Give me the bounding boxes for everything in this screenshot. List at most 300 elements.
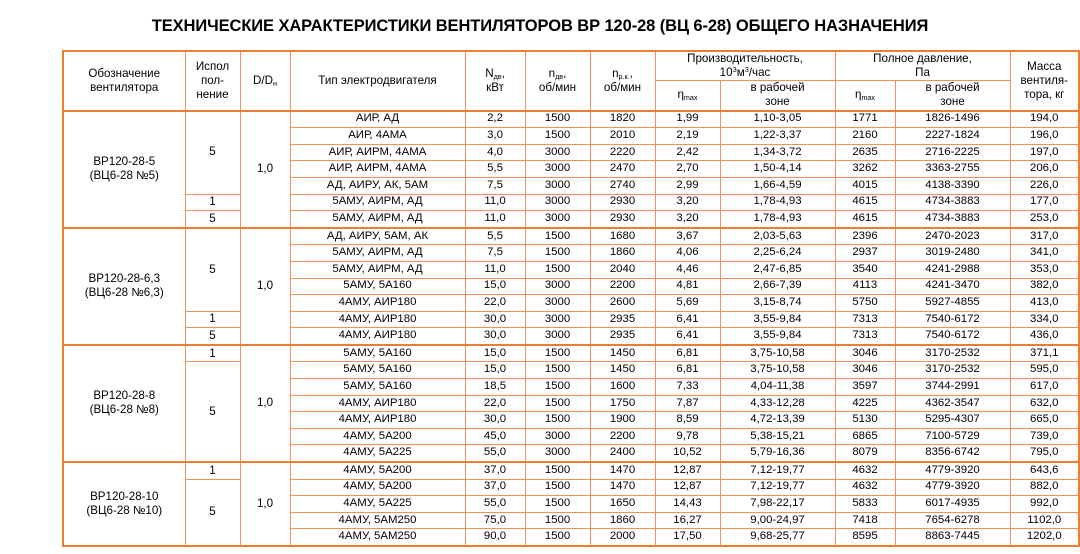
- pressure-work-zone-cell: 8863-7445: [895, 529, 1010, 546]
- motor-speed-cell: 1500: [525, 479, 590, 496]
- header-designation: [63, 51, 185, 111]
- pressure-work-zone-cell: 4241-3470: [895, 278, 1010, 295]
- header-pressure-eta: [835, 81, 895, 111]
- fan-designation-line2: (ВЦ6-28 №8): [89, 403, 159, 417]
- power-cell: 11,0: [465, 194, 525, 211]
- power-cell: 3,0: [465, 128, 525, 145]
- execution-cell: 1: [185, 194, 240, 211]
- wheel-speed-cell: 2470: [590, 161, 655, 178]
- diameter-ratio-cell: 1,0: [240, 462, 290, 546]
- motor-type-cell: 4АМУ, 5А225: [290, 496, 465, 513]
- header-capacity-exp2: 3: [744, 65, 749, 75]
- wheel-speed-cell: 2010: [590, 128, 655, 145]
- header-motor-speed: [525, 51, 590, 111]
- motor-type-cell: АД, АИРУ, АК, 5АМ: [290, 177, 465, 194]
- pressure-work-zone-cell: 8356-6742: [895, 445, 1010, 462]
- mass-cell: 882,0: [1010, 479, 1079, 496]
- header-designation-line2: вентилятора: [90, 80, 159, 94]
- header-capacity-work-zone-line2: зоне: [765, 95, 790, 109]
- fan-designation-line1: ВР120-28-5: [93, 155, 156, 168]
- motor-type-cell: 4АМУ, 5А200: [290, 462, 465, 479]
- wheel-speed-cell: 1900: [590, 412, 655, 429]
- power-cell: 5,5: [465, 161, 525, 178]
- pressure-eta-cell: 4113: [835, 278, 895, 295]
- mass-cell: 795,0: [1010, 445, 1079, 462]
- mass-cell: 196,0: [1010, 128, 1079, 145]
- capacity-work-zone-cell: 7,12-19,77: [720, 479, 835, 496]
- mass-cell: 665,0: [1010, 412, 1079, 429]
- pressure-eta-cell: 2396: [835, 228, 895, 245]
- fan-designation-line1: ВР120-28-6,3: [88, 272, 161, 286]
- pressure-work-zone-cell: 5295-4307: [895, 412, 1010, 429]
- power-cell: 22,0: [465, 395, 525, 412]
- capacity-eta-cell: 10,52: [655, 445, 720, 462]
- mass-cell: 197,0: [1010, 144, 1079, 161]
- motor-type-cell: 5АМУ, 5А160: [290, 345, 465, 362]
- capacity-work-zone-cell: 1,66-4,59: [720, 177, 835, 194]
- fan-designation-cell: [63, 111, 185, 228]
- table-header: [63, 51, 1079, 111]
- capacity-work-zone-cell: 1,50-4,14: [720, 161, 835, 178]
- wheel-speed-cell: 1450: [590, 345, 655, 362]
- pressure-eta-cell: 3046: [835, 362, 895, 379]
- capacity-work-zone-cell: 1,22-3,37: [720, 128, 835, 145]
- mass-cell: 617,0: [1010, 379, 1079, 396]
- motor-speed-cell: 3000: [525, 211, 590, 228]
- motor-speed-cell: 3000: [525, 295, 590, 312]
- execution-cell: 5: [185, 362, 240, 462]
- mass-cell: 341,0: [1010, 245, 1079, 262]
- motor-speed-cell: 1500: [525, 128, 590, 145]
- motor-type-cell: АИР, 4АМА: [290, 128, 465, 145]
- header-capacity-eta: [655, 81, 720, 111]
- capacity-eta-cell: 6,81: [655, 362, 720, 379]
- header-designation-line1: Обозначение: [88, 66, 161, 80]
- capacity-eta-cell: 3,20: [655, 211, 720, 228]
- pressure-eta-cell: 1771: [835, 111, 895, 128]
- power-cell: 18,5: [465, 379, 525, 396]
- header-execution-line3: нение: [196, 87, 229, 101]
- pressure-work-zone-cell: 5927-4855: [895, 295, 1010, 312]
- capacity-eta-cell: 6,41: [655, 311, 720, 328]
- pressure-work-zone-cell: 2716-2225: [895, 144, 1010, 161]
- power-cell: 55,0: [465, 496, 525, 513]
- header-power: [465, 51, 525, 111]
- header-diameter-ratio: [240, 51, 290, 111]
- pressure-eta-cell: 4615: [835, 211, 895, 228]
- table-container: [0, 50, 1080, 547]
- pressure-work-zone-cell: 6017-4935: [895, 496, 1010, 513]
- power-cell: 75,0: [465, 512, 525, 529]
- header-pressure-work-zone-line2: зоне: [940, 95, 965, 109]
- motor-type-cell: 5АМУ, 5А160: [290, 362, 465, 379]
- wheel-speed-cell: 1450: [590, 362, 655, 379]
- capacity-eta-cell: 14,43: [655, 496, 720, 513]
- execution-cell: 5: [185, 479, 240, 546]
- header-pressure-work-zone-line1: в рабочей: [925, 81, 980, 95]
- header-motor-type: Тип электродвигателя: [290, 51, 465, 111]
- capacity-eta-cell: 17,50: [655, 529, 720, 546]
- capacity-work-zone-cell: 5,79-16,36: [720, 445, 835, 462]
- header-mass-line2: вентиля-: [1020, 73, 1069, 87]
- fan-designation-cell: [63, 462, 185, 546]
- header-mass-line3: тора, кг: [1024, 87, 1065, 101]
- pressure-work-zone-cell: 3363-2755: [895, 161, 1010, 178]
- fan-designation-cell: [63, 228, 185, 345]
- header-power-sub: дв: [493, 71, 502, 81]
- header-diameter-ratio-sub: н: [272, 78, 277, 88]
- power-cell: 7,5: [465, 177, 525, 194]
- mass-cell: 1102,0: [1010, 512, 1079, 529]
- power-cell: 15,0: [465, 362, 525, 379]
- power-cell: 4,0: [465, 144, 525, 161]
- fan-designation-line2: (ВЦ6-28 №6,3): [84, 286, 164, 300]
- capacity-work-zone-cell: 3,75-10,58: [720, 345, 835, 362]
- wheel-speed-cell: 2930: [590, 194, 655, 211]
- header-wheel-speed-line1: [591, 67, 655, 81]
- motor-type-cell: 4АМУ, 5А200: [290, 479, 465, 496]
- pressure-work-zone-cell: 3170-2532: [895, 362, 1010, 379]
- wheel-speed-cell: 2935: [590, 328, 655, 345]
- header-mass: [1010, 51, 1079, 111]
- header-pressure-eta-main: η: [854, 88, 862, 102]
- table-row: [63, 194, 1079, 211]
- mass-cell: 595,0: [1010, 362, 1079, 379]
- capacity-eta-cell: 8,59: [655, 412, 720, 429]
- motor-speed-cell: 1500: [525, 261, 590, 278]
- header-capacity-work-zone: [720, 81, 835, 111]
- header-motor-speed-unit: об/мин: [538, 80, 577, 94]
- mass-cell: 643,6: [1010, 462, 1079, 479]
- capacity-work-zone-cell: 7,12-19,77: [720, 462, 835, 479]
- pressure-eta-cell: 2160: [835, 128, 895, 145]
- header-capacity-exp1: 3: [732, 65, 737, 75]
- pressure-work-zone-cell: 4779-3920: [895, 462, 1010, 479]
- capacity-eta-cell: 2,99: [655, 177, 720, 194]
- motor-type-cell: 4АМУ, 5АМ250: [290, 512, 465, 529]
- pressure-work-zone-cell: 2470-2023: [895, 228, 1010, 245]
- wheel-speed-cell: 2600: [590, 295, 655, 312]
- table-row: [63, 111, 1079, 128]
- fan-designation-line1: ВР120-28-10: [90, 489, 159, 503]
- header-power-comma: ,: [501, 66, 505, 80]
- header-power-main: N: [485, 66, 494, 80]
- motor-speed-cell: 3000: [525, 428, 590, 445]
- capacity-work-zone-cell: 4,72-13,39: [720, 412, 835, 429]
- capacity-work-zone-cell: 2,03-5,63: [720, 228, 835, 245]
- motor-type-cell: 4АМУ, 5А225: [290, 445, 465, 462]
- capacity-work-zone-cell: 2,66-7,39: [720, 278, 835, 295]
- capacity-eta-cell: 12,87: [655, 479, 720, 496]
- mass-cell: 436,0: [1010, 328, 1079, 345]
- motor-type-cell: 5АМУ, АИРМ, АД: [290, 194, 465, 211]
- power-cell: 11,0: [465, 211, 525, 228]
- diameter-ratio-cell: 1,0: [240, 111, 290, 228]
- pressure-eta-cell: 7313: [835, 311, 895, 328]
- capacity-eta-cell: 5,69: [655, 295, 720, 312]
- power-cell: 90,0: [465, 529, 525, 546]
- header-motor-speed-sub: дв: [555, 71, 564, 81]
- pressure-eta-cell: 3597: [835, 379, 895, 396]
- pressure-work-zone-cell: 7540-6172: [895, 311, 1010, 328]
- pressure-eta-cell: 2635: [835, 144, 895, 161]
- power-cell: 5,5: [465, 228, 525, 245]
- mass-cell: 632,0: [1010, 395, 1079, 412]
- capacity-work-zone-cell: 3,15-8,74: [720, 295, 835, 312]
- wheel-speed-cell: 1860: [590, 245, 655, 262]
- header-capacity-base: 10: [719, 66, 733, 80]
- capacity-work-zone-cell: 3,55-9,84: [720, 328, 835, 345]
- motor-type-cell: 5АМУ, 5А160: [290, 379, 465, 396]
- capacity-work-zone-cell: 1,10-3,05: [720, 111, 835, 128]
- mass-cell: 334,0: [1010, 311, 1079, 328]
- pressure-eta-cell: 5750: [835, 295, 895, 312]
- mass-cell: 177,0: [1010, 194, 1079, 211]
- motor-speed-cell: 1500: [525, 245, 590, 262]
- table-body: [63, 111, 1079, 546]
- motor-type-cell: АД, АИРУ, 5АМ, АК: [290, 228, 465, 245]
- header-pressure-eta-sub: max: [861, 93, 876, 103]
- header-execution-line2: пол-: [200, 73, 225, 87]
- motor-speed-cell: 1500: [525, 379, 590, 396]
- header-wheel-speed: [590, 51, 655, 111]
- pressure-work-zone-cell: 4241-2988: [895, 261, 1010, 278]
- wheel-speed-cell: 2400: [590, 445, 655, 462]
- pressure-eta-cell: 8595: [835, 529, 895, 546]
- pressure-work-zone-cell: 4779-3920: [895, 479, 1010, 496]
- header-motor-speed-comma: ,: [563, 66, 567, 80]
- power-cell: 30,0: [465, 328, 525, 345]
- motor-type-cell: 4АМУ, АИР180: [290, 328, 465, 345]
- motor-type-cell: 4АМУ, 5А200: [290, 428, 465, 445]
- header-row-top: [63, 51, 1079, 81]
- motor-type-cell: АИР, АИРМ, 4АМА: [290, 144, 465, 161]
- header-execution-line1: Испол: [195, 59, 230, 73]
- mass-cell: 382,0: [1010, 278, 1079, 295]
- motor-type-cell: 4АМУ, АИР180: [290, 395, 465, 412]
- execution-cell: 1: [185, 345, 240, 362]
- capacity-eta-cell: 3,20: [655, 194, 720, 211]
- header-motor-speed-main: n: [548, 66, 556, 80]
- capacity-work-zone-cell: 9,00-24,97: [720, 512, 835, 529]
- pressure-work-zone-cell: 3170-2532: [895, 345, 1010, 362]
- execution-cell: 5: [185, 111, 240, 194]
- pressure-work-zone-cell: 4734-3883: [895, 211, 1010, 228]
- header-capacity-per-hour: /час: [748, 66, 771, 80]
- header-diameter-ratio-main: D/D: [253, 73, 273, 87]
- motor-type-cell: 5АМУ, 5А160: [290, 278, 465, 295]
- fan-designation-cell: [63, 345, 185, 462]
- header-capacity-work-zone-line1: в рабочей: [750, 81, 805, 95]
- capacity-eta-cell: 6,81: [655, 345, 720, 362]
- execution-cell: 5: [185, 228, 240, 311]
- power-cell: 37,0: [465, 462, 525, 479]
- motor-speed-cell: 3000: [525, 177, 590, 194]
- diameter-ratio-cell: 1,0: [240, 228, 290, 345]
- motor-type-cell: 4АМУ, АИР180: [290, 412, 465, 429]
- wheel-speed-cell: 1820: [590, 111, 655, 128]
- page-title: ТЕХНИЧЕСКИЕ ХАРАКТЕРИСТИКИ ВЕНТИЛЯТОРОВ ВР 120-28 (ВЦ 6-28) ОБЩЕГО НАЗНАЧЕНИЯ: [151, 17, 929, 35]
- capacity-work-zone-cell: 4,04-11,38: [720, 379, 835, 396]
- capacity-work-zone-cell: 9,68-25,77: [720, 529, 835, 546]
- pressure-eta-cell: 4015: [835, 177, 895, 194]
- motor-type-cell: 4АМУ, 5АМ250: [290, 529, 465, 546]
- motor-type-cell: 5АМУ, АИРМ, АД: [290, 261, 465, 278]
- capacity-work-zone-cell: 2,47-6,85: [720, 261, 835, 278]
- header-capacity-line2: [656, 66, 835, 80]
- motor-speed-cell: 1500: [525, 462, 590, 479]
- wheel-speed-cell: 2935: [590, 311, 655, 328]
- motor-speed-cell: 3000: [525, 194, 590, 211]
- execution-cell: 5: [185, 211, 240, 228]
- pressure-work-zone-cell: 3744-2991: [895, 379, 1010, 396]
- capacity-work-zone-cell: 1,34-3,72: [720, 144, 835, 161]
- pressure-work-zone-cell: 4734-3883: [895, 194, 1010, 211]
- motor-speed-cell: 1500: [525, 529, 590, 546]
- pressure-work-zone-cell: 4138-3390: [895, 177, 1010, 194]
- diameter-ratio-cell: 1,0: [240, 345, 290, 462]
- wheel-speed-cell: 2200: [590, 428, 655, 445]
- capacity-work-zone-cell: 7,98-22,17: [720, 496, 835, 513]
- pressure-eta-cell: 3262: [835, 161, 895, 178]
- wheel-speed-cell: 2000: [590, 529, 655, 546]
- capacity-eta-cell: 16,27: [655, 512, 720, 529]
- pressure-eta-cell: 8079: [835, 445, 895, 462]
- wheel-speed-cell: 1650: [590, 496, 655, 513]
- mass-cell: 253,0: [1010, 211, 1079, 228]
- power-cell: 22,0: [465, 295, 525, 312]
- capacity-work-zone-cell: 2,25-6,24: [720, 245, 835, 262]
- capacity-eta-cell: 12,87: [655, 462, 720, 479]
- power-cell: 15,0: [465, 345, 525, 362]
- capacity-eta-cell: 4,81: [655, 278, 720, 295]
- mass-cell: 194,0: [1010, 111, 1079, 128]
- motor-speed-cell: 1500: [525, 362, 590, 379]
- power-cell: 15,0: [465, 278, 525, 295]
- capacity-work-zone-cell: 4,33-12,28: [720, 395, 835, 412]
- capacity-eta-cell: 1,99: [655, 111, 720, 128]
- pressure-eta-cell: 4632: [835, 479, 895, 496]
- motor-speed-cell: 1500: [525, 512, 590, 529]
- power-cell: 45,0: [465, 428, 525, 445]
- pressure-eta-cell: 5833: [835, 496, 895, 513]
- motor-speed-cell: 3000: [525, 144, 590, 161]
- table-row: [63, 345, 1079, 362]
- wheel-speed-cell: 1750: [590, 395, 655, 412]
- table-row: [63, 211, 1079, 228]
- pressure-work-zone-cell: 7540-6172: [895, 328, 1010, 345]
- motor-speed-cell: 1500: [525, 395, 590, 412]
- wheel-speed-cell: 2220: [590, 144, 655, 161]
- pressure-eta-cell: 5130: [835, 412, 895, 429]
- fan-specifications-table: [62, 50, 1080, 547]
- execution-cell: 1: [185, 462, 240, 479]
- mass-cell: 413,0: [1010, 295, 1079, 312]
- capacity-work-zone-cell: 3,55-9,84: [720, 311, 835, 328]
- capacity-eta-cell: 7,33: [655, 379, 720, 396]
- capacity-work-zone-cell: 5,38-15,21: [720, 428, 835, 445]
- motor-speed-cell: 3000: [525, 161, 590, 178]
- header-capacity-line1: Производительность,: [687, 52, 803, 65]
- capacity-eta-cell: 4,46: [655, 261, 720, 278]
- power-cell: 55,0: [465, 445, 525, 462]
- pressure-work-zone-cell: 7654-6278: [895, 512, 1010, 529]
- header-capacity-eta-sub: max: [683, 93, 698, 103]
- motor-speed-cell: 1500: [525, 345, 590, 362]
- mass-cell: 371,1: [1010, 345, 1079, 362]
- capacity-work-zone-cell: 1,78-4,93: [720, 194, 835, 211]
- pressure-eta-cell: 4615: [835, 194, 895, 211]
- pressure-eta-cell: 6865: [835, 428, 895, 445]
- wheel-speed-cell: 1470: [590, 462, 655, 479]
- header-motor-speed-line1: [526, 67, 590, 81]
- motor-speed-cell: 1500: [525, 496, 590, 513]
- header-capacity-eta-main: η: [677, 88, 684, 102]
- mass-cell: 353,0: [1010, 261, 1079, 278]
- motor-speed-cell: 1500: [525, 412, 590, 429]
- motor-type-cell: 5АМУ, АИРМ, АД: [290, 211, 465, 228]
- mass-cell: 739,0: [1010, 428, 1079, 445]
- pressure-work-zone-cell: 4362-3547: [895, 395, 1010, 412]
- power-cell: 30,0: [465, 412, 525, 429]
- power-cell: 37,0: [465, 479, 525, 496]
- motor-speed-cell: 3000: [525, 311, 590, 328]
- motor-speed-cell: 1500: [525, 111, 590, 128]
- wheel-speed-cell: 1600: [590, 379, 655, 396]
- pressure-work-zone-cell: 7100-5729: [895, 428, 1010, 445]
- capacity-work-zone-cell: 1,78-4,93: [720, 211, 835, 228]
- header-wheel-speed-main: n: [612, 66, 619, 80]
- capacity-eta-cell: 9,78: [655, 428, 720, 445]
- power-cell: 7,5: [465, 245, 525, 262]
- motor-type-cell: АИР, АИРМ, 4АМА: [290, 161, 465, 178]
- mass-cell: 992,0: [1010, 496, 1079, 513]
- table-row: [63, 462, 1079, 479]
- pressure-work-zone-cell: 3019-2480: [895, 245, 1010, 262]
- header-wheel-speed-sub: р.к.: [618, 71, 630, 81]
- fan-designation-line2: (ВЦ6-28 №5): [89, 169, 159, 183]
- wheel-speed-cell: 1470: [590, 479, 655, 496]
- capacity-eta-cell: 2,19: [655, 128, 720, 145]
- motor-type-cell: АИР, АД: [290, 111, 465, 128]
- motor-speed-cell: 3000: [525, 278, 590, 295]
- pressure-work-zone-cell: 2227-1824: [895, 128, 1010, 145]
- motor-speed-cell: 1500: [525, 228, 590, 245]
- mass-cell: 1202,0: [1010, 529, 1079, 546]
- table-row: [63, 228, 1079, 245]
- mass-cell: 226,0: [1010, 177, 1079, 194]
- pressure-eta-cell: 3046: [835, 345, 895, 362]
- table-row: [63, 328, 1079, 345]
- header-execution: [185, 51, 240, 111]
- header-power-line1: [466, 67, 525, 81]
- power-cell: 2,2: [465, 111, 525, 128]
- wheel-speed-cell: 1680: [590, 228, 655, 245]
- header-wheel-speed-unit: об/мин: [603, 80, 642, 94]
- pressure-eta-cell: 7313: [835, 328, 895, 345]
- capacity-eta-cell: 2,42: [655, 144, 720, 161]
- table-row: [63, 311, 1079, 328]
- execution-cell: 5: [185, 328, 240, 345]
- capacity-eta-cell: 4,06: [655, 245, 720, 262]
- fan-designation-line2: (ВЦ6-28 №10): [86, 504, 163, 518]
- header-pressure-line1: Полное давление,: [873, 52, 972, 65]
- motor-speed-cell: 3000: [525, 328, 590, 345]
- power-cell: 11,0: [465, 261, 525, 278]
- table-row: [63, 479, 1079, 496]
- mass-cell: 317,0: [1010, 228, 1079, 245]
- header-pressure-line2: Па: [915, 66, 930, 80]
